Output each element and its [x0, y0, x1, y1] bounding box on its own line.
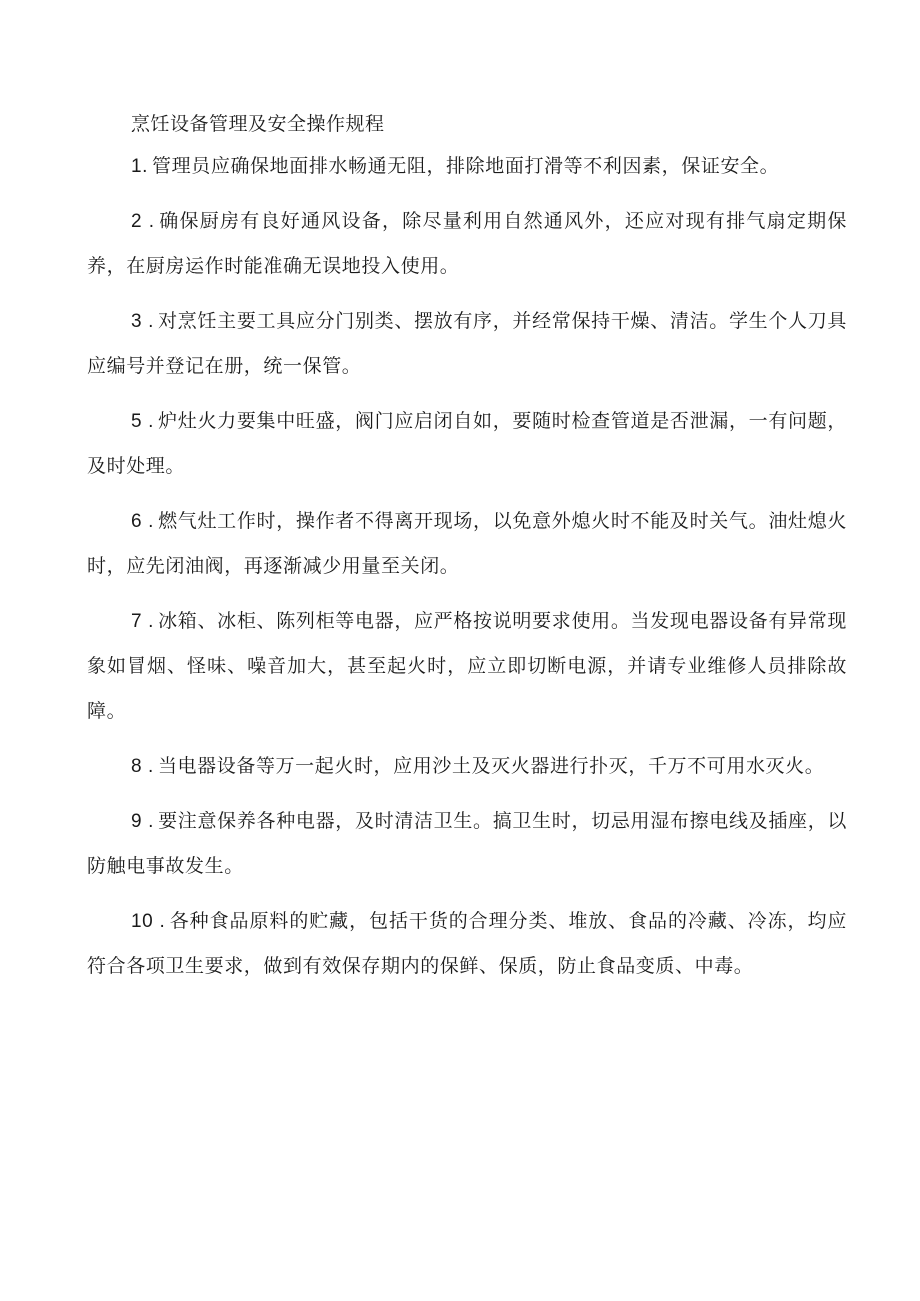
rule-item-6 — [87, 499, 847, 589]
document-body — [87, 106, 847, 999]
rule-item-5 — [87, 399, 847, 489]
rule-number: 8 . — [131, 756, 154, 777]
rule-number: 10 . — [131, 911, 166, 932]
rule-item-7 — [87, 599, 847, 734]
rule-number: 2 . — [131, 211, 155, 232]
rule-text: 确保厨房有良好通风设备，除尽量利用自然通风外，还应对现有排气扇定期保养，在厨房运作时能准确无误地投入使用。 — [87, 210, 847, 277]
rule-number: 1. — [131, 156, 149, 177]
rule-number: 3 . — [131, 311, 155, 332]
document-title: 烹饪设备管理及安全操作规程 — [131, 113, 385, 135]
rule-number: 6 . — [131, 511, 155, 532]
rule-item-9 — [87, 799, 847, 889]
rule-text: 当电器设备等万一起火时，应用沙土及灭火器进行扑灭，千万不可用水灭火。 — [157, 755, 825, 777]
rule-text: 冰箱、冰柜、陈列柜等电器，应严格按说明要求使用。当发现电器设备有异常现象如冒烟、怪味、噪音加大，甚至起火时，应立即切断电源，并请专业维修人员排除故障。 — [87, 610, 847, 722]
rule-text: 燃气灶工作时，操作者不得离开现场，以免意外熄火时不能及时关气。油灶熄火时，应先闭油阀，再逐渐减少用量至关闭。 — [87, 510, 847, 577]
rule-text: 炉灶火力要集中旺盛，阀门应启闭自如，要随时检查管道是否泄漏，一有问题，及时处理。 — [87, 410, 847, 477]
rule-text: 管理员应确保地面排水畅通无阻，排除地面打滑等不利因素，保证安全。 — [152, 155, 780, 177]
rule-text: 对烹饪主要工具应分门别类、摆放有序，并经常保持干燥、清洁。学生个人刀具应编号并登记在册，统一保管。 — [87, 310, 847, 377]
rule-item-8 — [87, 744, 847, 789]
rule-text: 各种食品原料的贮藏，包括干货的合理分类、堆放、食品的冷藏、冷冻，均应符合各项卫生要求，做到有效保存期内的保鲜、保质，防止食品变质、中毒。 — [87, 910, 847, 977]
rule-item-10 — [87, 899, 847, 989]
rule-text: 要注意保养各种电器，及时清洁卫生。搞卫生时，切忌用湿布擦电线及插座，以防触电事故发生。 — [87, 810, 847, 877]
rule-item-2 — [87, 199, 847, 289]
rule-item-3 — [87, 299, 847, 389]
rule-number: 7 . — [131, 611, 155, 632]
rule-number: 9 . — [131, 811, 155, 832]
rule-number: 5 . — [131, 411, 155, 432]
rule-item-1 — [87, 144, 847, 189]
